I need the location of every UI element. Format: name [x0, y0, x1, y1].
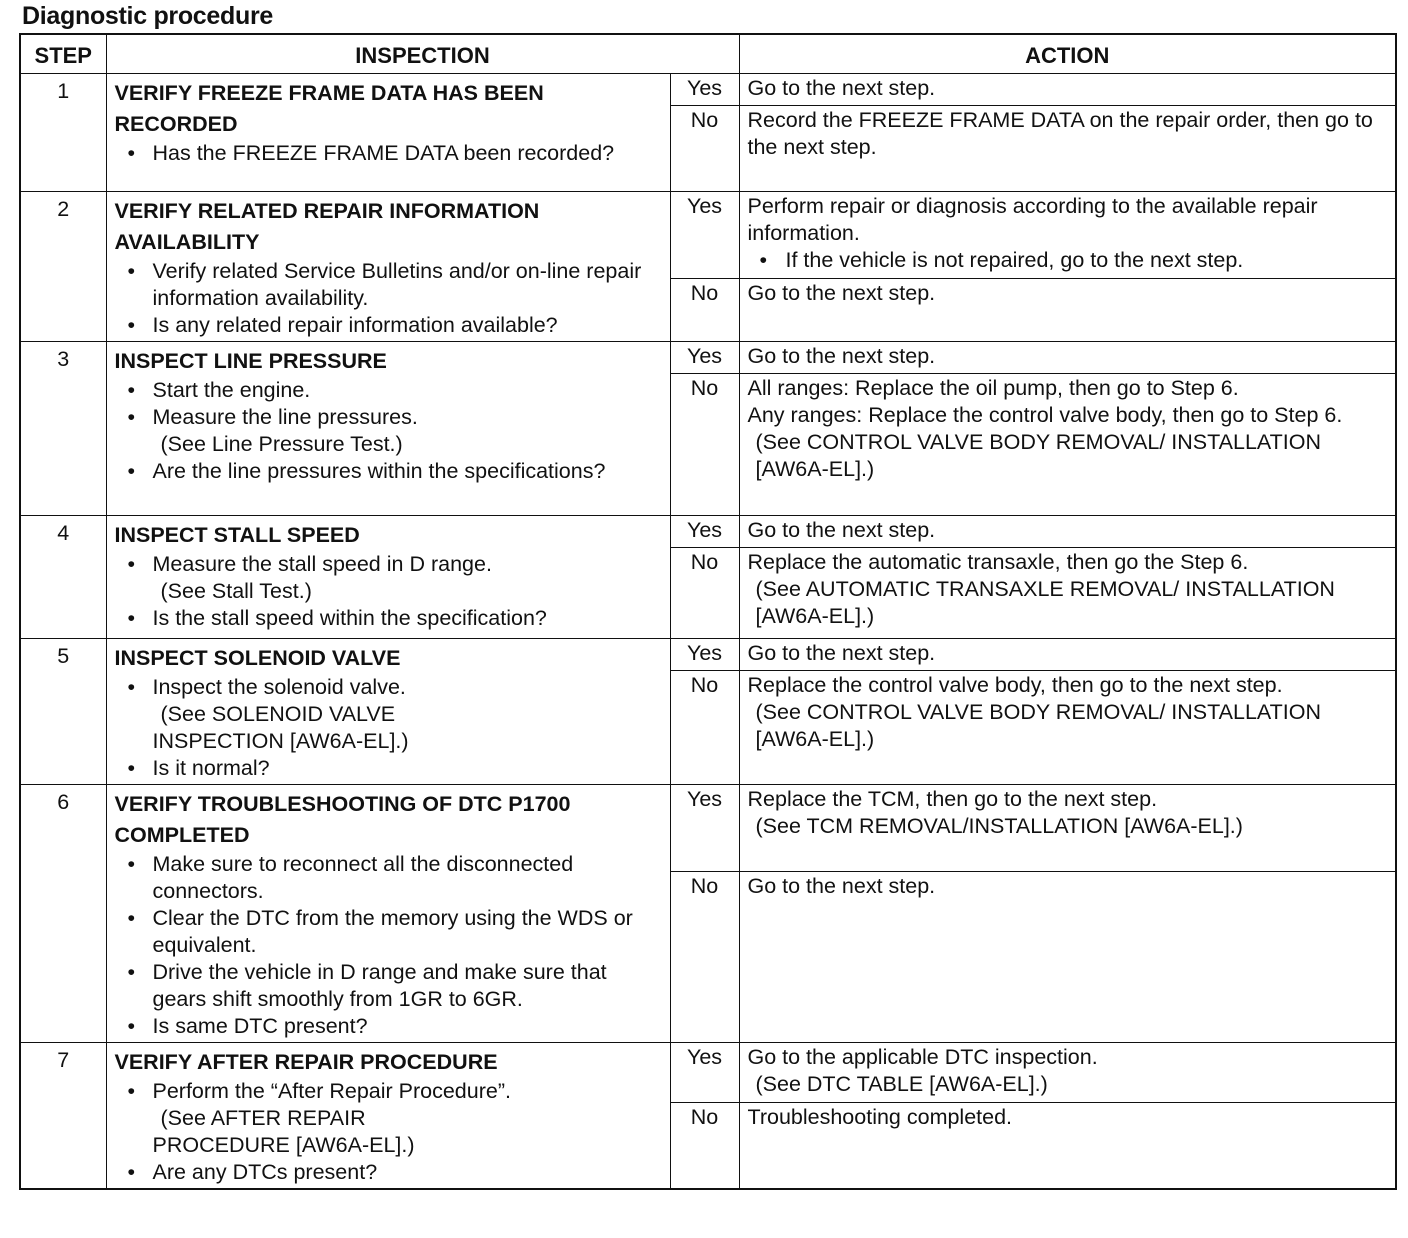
header-step: STEP [20, 34, 106, 74]
inspection-bullet: • Has the FREEZE FRAME DATA been recorded? [115, 140, 662, 167]
yes-label: Yes [670, 192, 739, 279]
step-number: 2 [20, 192, 106, 342]
inspection-title: VERIFY AFTER REPAIR PROCEDURE [114, 1050, 498, 1074]
inspection-bullet: • Is same DTC present? [115, 1013, 662, 1040]
inspection-title: INSPECT LINE PRESSURE [114, 349, 387, 373]
table-row [20, 516, 1396, 548]
bullet-note: PROCEDURE [AW6A-EL].) [152, 1133, 415, 1157]
bullet-text: • Perform the “After Repair Procedure”. [152, 1079, 511, 1103]
yes-action [739, 639, 1396, 671]
table-row [20, 192, 1396, 279]
bullet-note: (See SOLENOID VALVE [160, 702, 396, 726]
yes-action [739, 785, 1396, 872]
action-line: Go to the next step. [747, 280, 936, 305]
yes-action [739, 516, 1396, 548]
inspection-bullet: • Is the stall speed within the specification? [115, 605, 662, 632]
action-note: (See TCM REMOVAL/INSTALLATION [AW6A-EL].) [755, 814, 1243, 838]
step-number: 5 [20, 639, 106, 785]
header-action: ACTION [739, 34, 1396, 74]
step-number: 6 [20, 785, 106, 1043]
no-label: No [670, 278, 739, 341]
table-header-row [20, 34, 1396, 74]
yes-label: Yes [670, 342, 739, 374]
yes-action [739, 192, 1396, 279]
no-action [739, 106, 1396, 192]
inspection-bullet: • Are the line pressures within the specifications? [115, 458, 662, 485]
inspection-bullet [115, 551, 662, 605]
bullet-text: • Inspect the solenoid valve. [152, 675, 406, 699]
inspection-title: VERIFY FREEZE FRAME DATA HAS BEEN RECORDED [114, 81, 544, 136]
inspection-cell [106, 192, 670, 342]
action-line: Troubleshooting completed. [747, 1105, 1013, 1129]
diagnostic-table [19, 33, 1397, 1190]
action-note: (See AUTOMATIC TRANSAXLE REMOVAL/ INSTALLATION [AW6A-EL].) [755, 577, 1335, 628]
action-sub-bullet: • If the vehicle is not repaired, go to the next step. [748, 247, 1388, 274]
inspection-cell [106, 342, 670, 516]
no-label: No [670, 1103, 739, 1190]
table-row [20, 74, 1396, 106]
inspection-title: VERIFY TROUBLESHOOTING OF DTC P1700 COMPLETED [114, 792, 571, 847]
no-action [739, 278, 1396, 341]
inspection-title: VERIFY RELATED REPAIR INFORMATION AVAILABILITY [114, 199, 540, 254]
inspection-cell [106, 74, 670, 192]
no-action [739, 548, 1396, 639]
bullet-note: (See Stall Test.) [160, 579, 312, 603]
step-number: 1 [20, 74, 106, 192]
action-line: Go to the next step. [747, 344, 936, 368]
header-inspection: INSPECTION [106, 34, 739, 74]
inspection-cell [106, 516, 670, 639]
inspection-bullet: • Start the engine. [115, 377, 662, 404]
action-line: Any ranges: Replace the control valve body, then go to Step 6. [747, 403, 1343, 427]
yes-action [739, 74, 1396, 106]
inspection-bullet: • Are any DTCs present? [115, 1159, 662, 1186]
step-number: 4 [20, 516, 106, 639]
action-line: Replace the TCM, then go to the next step. [747, 787, 1158, 811]
inspection-bullet: • Is any related repair information available? [115, 312, 662, 339]
no-action [739, 374, 1396, 516]
inspection-bullet: • Drive the vehicle in D range and make sure that gears shift smoothly from 1GR to 6GR. [115, 959, 662, 1013]
step-number: 3 [20, 342, 106, 516]
page-title: Diagnostic procedure [22, 2, 273, 30]
yes-label: Yes [670, 74, 739, 106]
inspection-cell [106, 785, 670, 1043]
table-row [20, 785, 1396, 872]
no-action [739, 1103, 1396, 1190]
no-label: No [670, 548, 739, 639]
inspection-bullet: • Make sure to reconnect all the disconnected connectors. [115, 851, 662, 905]
inspection-title: INSPECT SOLENOID VALVE [114, 646, 401, 670]
inspection-bullet [115, 674, 662, 755]
inspection-bullet: • Clear the DTC from the memory using the WDS or equivalent. [115, 905, 662, 959]
no-action [739, 871, 1396, 1042]
inspection-bullet: • Verify related Service Bulletins and/or on-line repair information availability. [115, 258, 662, 312]
inspection-bullet: • Is it normal? [115, 755, 662, 782]
yes-label: Yes [670, 639, 739, 671]
no-action [739, 671, 1396, 785]
bullet-note: INSPECTION [AW6A-EL].) [152, 729, 409, 753]
no-label: No [670, 671, 739, 785]
action-line: Replace the automatic transaxle, then go the Step 6. [747, 550, 1249, 574]
action-line: Record the FREEZE FRAME DATA on the repair order, then go to the next step. [747, 108, 1373, 159]
action-line: Go to the next step. [747, 873, 936, 898]
inspection-bullet [115, 1078, 662, 1159]
bullet-note: (See AFTER REPAIR [160, 1106, 366, 1130]
action-line: Replace the control valve body, then go to the next step. [747, 673, 1283, 697]
step-number: 7 [20, 1043, 106, 1190]
inspection-cell [106, 639, 670, 785]
yes-label: Yes [670, 516, 739, 548]
table-row [20, 342, 1396, 374]
inspection-bullet [115, 404, 662, 458]
bullet-text: • Measure the line pressures. [152, 405, 418, 429]
table-row [20, 1043, 1396, 1103]
table-row [20, 639, 1396, 671]
action-line: Perform repair or diagnosis according to the available repair information. [747, 194, 1318, 245]
action-line: Go to the next step. [747, 76, 936, 100]
yes-label: Yes [670, 1043, 739, 1103]
no-label: No [670, 871, 739, 1042]
action-line: All ranges: Replace the oil pump, then go to Step 6. [747, 376, 1239, 400]
action-note: (See DTC TABLE [AW6A-EL].) [755, 1072, 1048, 1096]
yes-label: Yes [670, 785, 739, 872]
inspection-title: INSPECT STALL SPEED [114, 523, 360, 547]
action-note: (See CONTROL VALVE BODY REMOVAL/ INSTALLATION [AW6A-EL].) [755, 430, 1322, 481]
action-line: Go to the next step. [747, 518, 936, 542]
inspection-cell [106, 1043, 670, 1190]
bullet-text: • Measure the stall speed in D range. [152, 552, 492, 576]
yes-action [739, 342, 1396, 374]
no-label: No [670, 106, 739, 192]
bullet-note: (See Line Pressure Test.) [160, 432, 403, 456]
no-label: No [670, 374, 739, 516]
action-line: Go to the next step. [747, 641, 936, 665]
action-note: (See CONTROL VALVE BODY REMOVAL/ INSTALLATION [AW6A-EL].) [755, 700, 1322, 751]
yes-action [739, 1043, 1396, 1103]
action-line: Go to the applicable DTC inspection. [747, 1045, 1098, 1069]
